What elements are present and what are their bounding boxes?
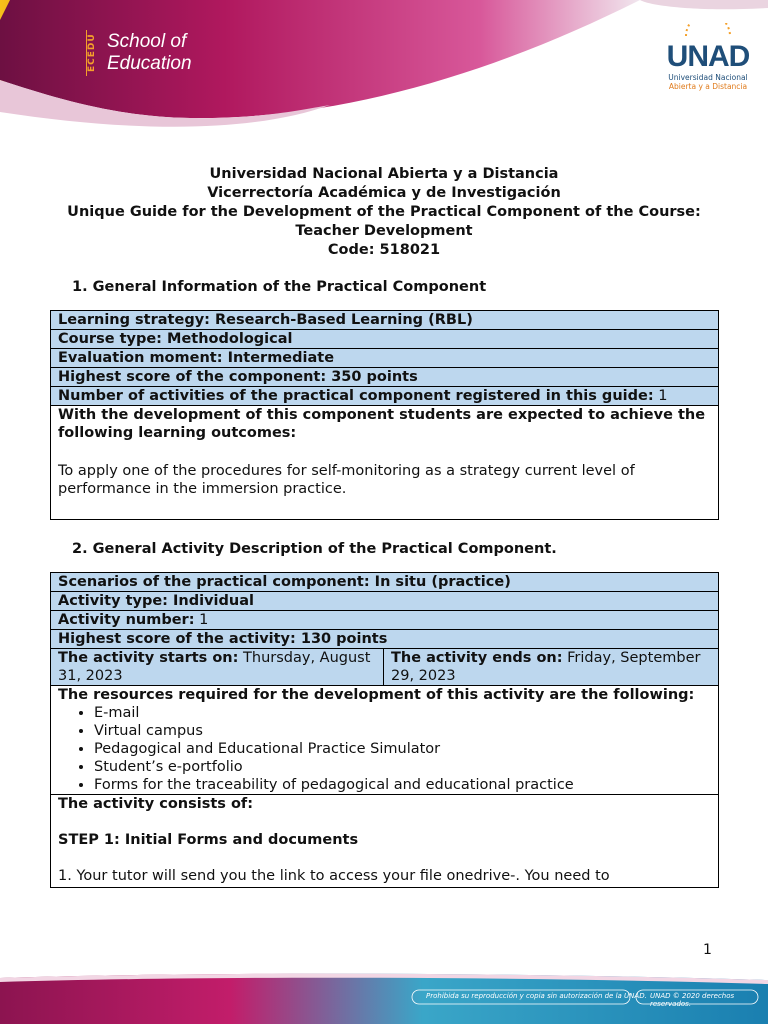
title-line-4: Teacher Development (295, 223, 473, 239)
highest-score-cell: Highest score of the component: 350 points (51, 368, 719, 387)
end-date-cell: The activity ends on: Friday, September 29, 2023 (384, 649, 719, 686)
title-line-5: Code: 518021 (327, 242, 441, 258)
unad-dots-icon (678, 23, 738, 37)
ecedu-label: ECEDU (86, 30, 101, 76)
strategy-cell: Learning strategy: Research-Based Learning (RBL) (51, 311, 719, 330)
activity-number-cell: Activity number: 1 (51, 611, 719, 630)
outcome-text: To apply one of the procedures for self-monitoring as a strategy current level of performance in the immersion practice. (58, 463, 635, 497)
school-line-2: Education (107, 53, 192, 74)
unad-sub-1: Universidad Nacional (668, 73, 748, 82)
list-item: • Student’s e-portfolio (94, 758, 711, 776)
unad-wordmark: UNAD (666, 40, 750, 73)
general-info-table (50, 310, 719, 520)
resources-cell (51, 686, 719, 795)
list-item: • Pedagogical and Educational Practice Simulator (94, 740, 711, 758)
list-item: • Virtual campus (94, 722, 711, 740)
footer-rights: UNAD © 2020 derechos reservados. (650, 992, 735, 1008)
step1-heading: STEP 1: Initial Forms and documents (58, 832, 359, 848)
title-line-1: Universidad Nacional Abierta y a Distancia (209, 166, 559, 182)
activity-score-cell: Highest score of the activity: 130 points (51, 630, 719, 649)
document-title (0, 165, 768, 260)
school-of-education-logo (86, 30, 192, 76)
title-line-3: Unique Guide for the Development of the Practical Component of the Course: (67, 204, 701, 220)
section-1-heading: 1. General Information of the Practical Component (72, 279, 487, 295)
consists-label: The activity consists of: (58, 796, 254, 812)
activity-consists-cell (51, 795, 719, 888)
step1-text: 1. Your tutor will send you the link to access your file onedrive-. You need to (58, 868, 610, 884)
start-date-cell: The activity starts on: Thursday, August 31, 2023 (51, 649, 384, 686)
list-item: • Forms for the traceability of pedagogical and educational practice (94, 776, 711, 794)
list-item: • E-mail (94, 704, 711, 722)
activity-description-table (50, 572, 719, 888)
title-line-2: Vicerrectoría Académica y de Investigación (207, 185, 561, 201)
course-type-cell: Course type: Methodological (51, 330, 719, 349)
section-2-heading: 2. General Activity Description of the Practical Component. (72, 541, 557, 557)
outcomes-cell (51, 406, 719, 520)
activities-count-cell: Number of activities of the practical component registered in this guide: 1 (51, 387, 719, 406)
evaluation-cell: Evaluation moment: Intermediate (51, 349, 719, 368)
resources-list (58, 704, 711, 794)
outcomes-intro: With the development of this component students are expected to achieve the following learning outcomes: (58, 407, 706, 441)
resources-intro: The resources required for the development of this activity are the following: (58, 687, 695, 703)
activity-type-cell: Activity type: Individual (51, 592, 719, 611)
unad-logo (658, 22, 758, 91)
scenarios-cell: Scenarios of the practical component: In situ (practice) (51, 573, 719, 592)
page-number: 1 (703, 942, 712, 958)
unad-sub-2: Abierta y a Distancia (668, 82, 748, 91)
footer-copy-notice: Prohibida su reproducción y copia sin autorización de la UNAD. (426, 992, 647, 1000)
school-line-1: School of (107, 31, 187, 52)
